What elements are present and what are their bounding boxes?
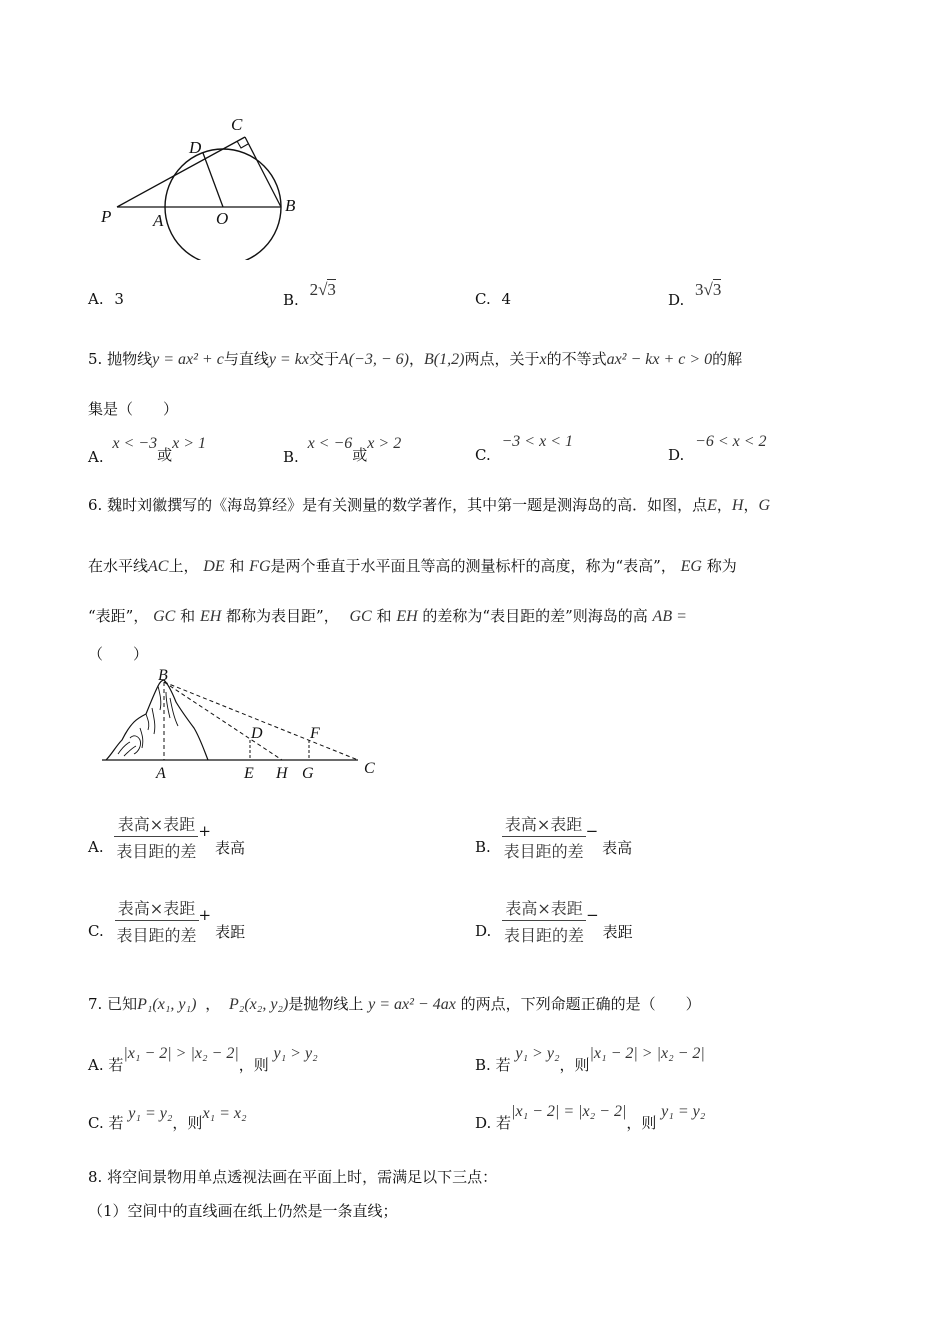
q4-option-b[interactable] [283, 280, 336, 309]
q8-stem-line1: 8. 将空间景物用单点透视法画在平面上时，需满足以下三点： [88, 1168, 498, 1186]
option-coef: 3 [695, 280, 704, 299]
math: FG [249, 558, 271, 575]
island-survey-figure [96, 668, 396, 786]
math: x > 1 [172, 435, 207, 452]
q6-stem-line4: （ ） [88, 645, 149, 663]
math: x₁ = x₂ [202, 1105, 247, 1122]
text: 是两个垂直于水平面且等高的测量标杆的高度，称为“表高”， [270, 557, 676, 575]
label-b: B [285, 196, 296, 215]
math: A(−3, − 6) [338, 351, 409, 368]
math: G [758, 497, 771, 514]
text: ， [205, 995, 221, 1013]
math: ax² − kx + c > 0 [606, 351, 713, 368]
math: EG [680, 558, 702, 575]
sqrt-symbol: √ [703, 280, 713, 299]
math: y = ax² + c [152, 351, 224, 368]
text: ， [408, 350, 424, 368]
q7-option-b[interactable] [475, 1042, 705, 1074]
text: 的不等式 [546, 350, 607, 368]
option-value: 4 [501, 290, 512, 308]
option-letter: A. [88, 448, 104, 466]
label-d: D [251, 725, 263, 742]
q6-stem-line1 [88, 494, 770, 515]
label-d: D [189, 138, 202, 157]
math: x [539, 351, 547, 368]
option-letter: D. [668, 446, 685, 464]
option-letter: D. [475, 1114, 492, 1132]
operator: − [585, 822, 599, 840]
mountain-shading [118, 692, 178, 756]
text: ，则 [172, 1114, 203, 1132]
option-letter: A. [88, 1056, 104, 1074]
option-tail: 表距 [602, 922, 633, 941]
text: 两点，关于 [464, 350, 540, 368]
line-pc [117, 137, 245, 207]
q7-stem [88, 993, 701, 1014]
math: x < −3 [112, 435, 158, 452]
label-a: A [156, 765, 166, 782]
q6-option-a[interactable] [88, 812, 245, 862]
math: y = kx [268, 351, 309, 368]
text: ，则 [238, 1056, 269, 1074]
fraction [115, 896, 199, 946]
denominator: 表目距的差 [116, 926, 197, 945]
q7-option-d[interactable] [475, 1100, 706, 1132]
label-c: C [364, 760, 375, 777]
text: 的解 [712, 350, 743, 368]
option-letter: D. [475, 922, 492, 940]
operator: + [198, 906, 212, 924]
text: ， [743, 496, 759, 514]
math: −3 < x < 1 [501, 433, 573, 450]
label-g: G [302, 765, 314, 782]
option-letter: C. [475, 290, 491, 308]
option-tail: 表距 [215, 922, 246, 941]
numerator: 表高×表距 [502, 896, 586, 921]
math: |x₁ − 2| > |x₂ − 2| [589, 1045, 705, 1062]
label-e: E [244, 765, 254, 782]
text: 的两点，下列命题正确的是（ ） [460, 995, 701, 1013]
math: AB = [652, 608, 687, 625]
label-h: H [276, 765, 288, 782]
denominator: 表目距的差 [116, 842, 197, 861]
option-radicand: 3 [712, 280, 722, 299]
right-angle-mark [237, 141, 248, 148]
text: 7. 已知 [88, 995, 138, 1013]
option-letter: B. [475, 1056, 491, 1074]
fraction [502, 812, 586, 862]
q4-option-a[interactable] [88, 290, 124, 308]
text: 上， [168, 557, 199, 575]
text: 抛物线 [107, 350, 153, 368]
option-tail: 表高 [602, 838, 633, 857]
text: 是抛物线上 [288, 995, 364, 1013]
text: 和 [180, 607, 196, 625]
option-letter: C. [88, 1114, 104, 1132]
option-letter: B. [283, 448, 299, 466]
option-letter: D. [668, 291, 685, 309]
sqrt-symbol: √ [318, 280, 328, 299]
math: y₁ > y₂ [515, 1045, 560, 1062]
option-letter: C. [475, 446, 491, 464]
numerator: 表高×表距 [502, 812, 586, 837]
fraction [114, 812, 198, 862]
text: 与直线 [223, 350, 269, 368]
text: 若 [108, 1056, 124, 1074]
text: ，则 [626, 1114, 657, 1132]
numerator: 表高×表距 [115, 896, 199, 921]
text: 和 [229, 557, 245, 575]
option-letter: A. [88, 290, 104, 308]
sight-line-bc [164, 682, 358, 760]
text: ， [716, 496, 732, 514]
q5-stem-line1 [88, 348, 742, 369]
q6-stem-line3 [88, 605, 687, 626]
text: 若 [495, 1056, 511, 1074]
math: EH [396, 608, 418, 625]
label-p: P [101, 207, 112, 226]
operator: + [198, 822, 211, 840]
math: AC [148, 558, 169, 575]
math: GC [349, 608, 372, 625]
denominator: 表目距的差 [503, 842, 584, 861]
math: E [707, 497, 717, 514]
text: 的差称为“表目距的差”则海岛的高 [422, 607, 648, 625]
math: DE [203, 558, 225, 575]
math: B(1,2) [424, 351, 465, 368]
q5-option-c[interactable] [475, 432, 573, 464]
option-letter: C. [88, 922, 104, 940]
q8-stem-line2: （1）空间中的直线画在纸上仍然是一条直线； [88, 1202, 398, 1220]
q6-stem-line2 [88, 555, 737, 576]
math: EH [199, 608, 222, 625]
option-letter: B. [283, 291, 299, 309]
math: GC [153, 608, 176, 625]
fraction [502, 896, 586, 946]
conj: 或 [157, 446, 173, 464]
math: x < −6 [307, 435, 353, 452]
math: y₁ = y₂ [661, 1103, 706, 1120]
option-value: 3 [114, 290, 124, 308]
q4-option-d[interactable] [668, 280, 722, 309]
option-letter: B. [475, 838, 491, 856]
option-radicand: 3 [327, 280, 336, 299]
q7-option-c[interactable] [88, 1102, 247, 1132]
math: H [731, 497, 744, 514]
q6-option-c[interactable] [88, 896, 245, 946]
text: 和 [376, 607, 392, 625]
option-letter: A. [88, 838, 104, 856]
q7-option-a[interactable] [88, 1042, 318, 1074]
math: P₁(x₁, y₁) [137, 996, 197, 1013]
label-a: A [153, 211, 164, 230]
operator: − [586, 906, 599, 924]
q5-option-d[interactable] [668, 432, 767, 464]
math: x > 2 [367, 435, 402, 452]
math: y = ax² − 4ax [368, 996, 456, 1013]
line-cb [245, 137, 281, 207]
math: |x₁ − 2| > |x₂ − 2| [123, 1045, 239, 1062]
label-o: O [216, 209, 229, 228]
option-tail: 表高 [214, 838, 245, 857]
math: −6 < x < 2 [695, 433, 767, 450]
q5-option-b[interactable] [283, 432, 402, 466]
text: 若 [496, 1114, 512, 1132]
circle-o [165, 149, 281, 260]
math: y₁ = y₂ [128, 1105, 173, 1122]
conj: 或 [352, 446, 368, 464]
numerator: 表高×表距 [114, 812, 198, 837]
text: 若 [108, 1114, 124, 1132]
label-f: F [310, 725, 320, 742]
question-number: 5. [88, 350, 103, 368]
q4-option-c[interactable] [475, 290, 511, 308]
text: 在水平线 [88, 557, 149, 575]
label-b: B [158, 668, 168, 684]
text: 都称为表目距”， [226, 607, 339, 625]
text: 6. 魏时刘徽撰写的《海岛算经》是有关测量的数学著作，其中第一题是测海岛的高．如图，点 [88, 496, 708, 514]
q6-option-d[interactable] [475, 896, 633, 946]
line-od [203, 153, 223, 207]
text: 称为 [706, 557, 737, 575]
q6-option-b[interactable] [475, 812, 632, 862]
q5-stem-line2: 集是（ ） [88, 400, 179, 418]
mountain-outline [106, 680, 208, 760]
label-c: C [231, 115, 243, 134]
math: |x₁ − 2| = |x₂ − 2| [511, 1103, 627, 1120]
math: P₂(x₂, y₂) [229, 996, 289, 1013]
denominator: 表目距的差 [504, 926, 585, 945]
text: 交于 [308, 350, 339, 368]
math: y₁ > y₂ [273, 1045, 318, 1062]
option-coef: 2 [309, 280, 319, 299]
text: “表距”， [88, 607, 149, 625]
sight-line-bh [164, 682, 282, 760]
geometry-figure-circle [95, 110, 315, 260]
q5-option-a[interactable] [88, 432, 207, 466]
text: ，则 [559, 1056, 590, 1074]
